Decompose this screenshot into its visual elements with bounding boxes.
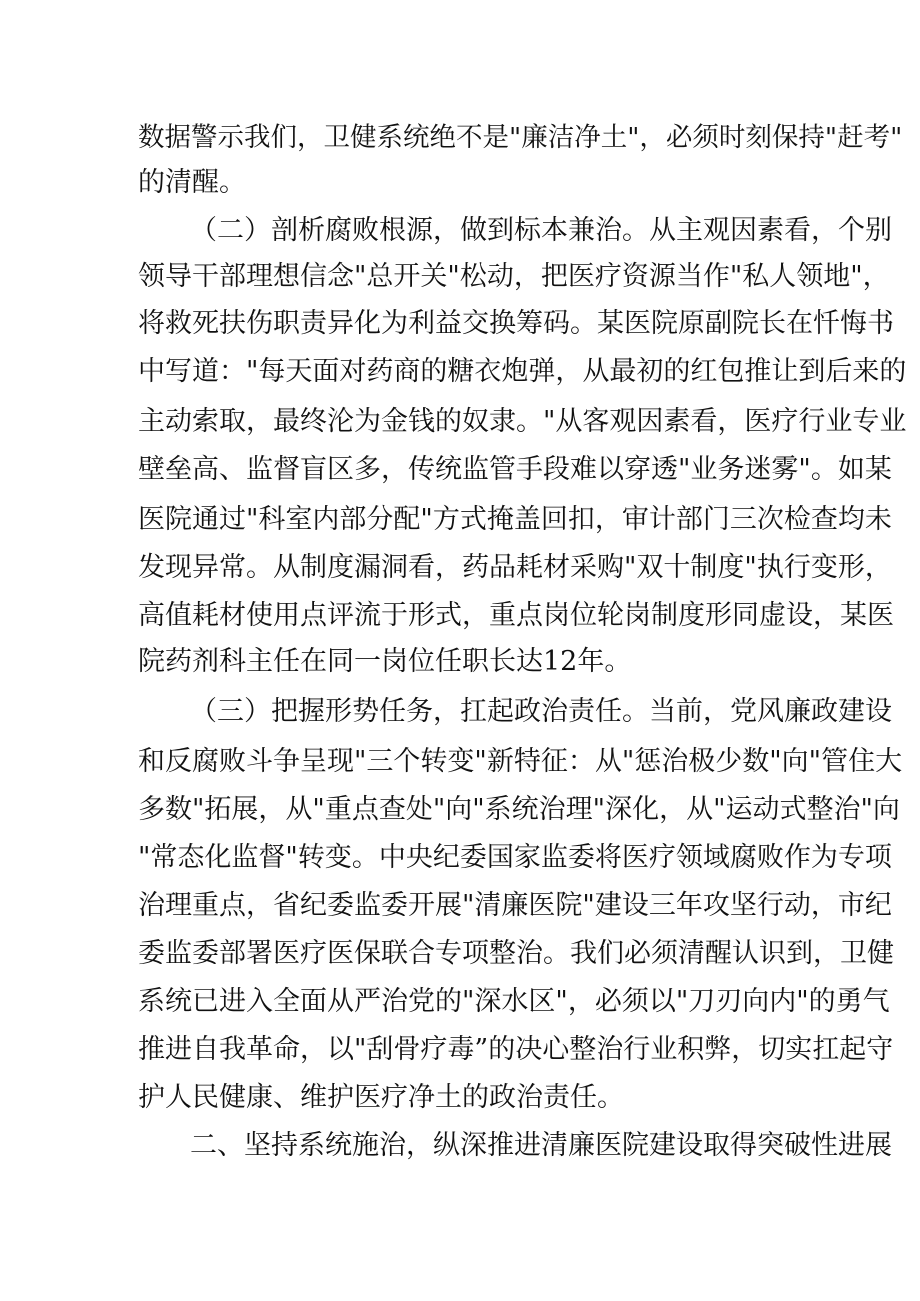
body-text-line: 护人民健康、维护医疗净土的政治责任。 bbox=[138, 1082, 624, 1113]
body-text-line: 医院通过"科室内部分配"方式掩盖回扣，审计部门三次检查均未 bbox=[138, 504, 892, 535]
body-text-line: 高值耗材使用点评流于形式，重点岗位轮岗制度形同虚设，某医 bbox=[138, 600, 894, 631]
body-text-line: 的清醒。 bbox=[138, 167, 246, 198]
body-text-line: 壁垒高、监督盲区多，传统监管手段难以穿透"业务迷雾"。如某 bbox=[138, 454, 892, 485]
body-text-line: 推进自我革命，以"刮骨疗毒”的决心整治行业积弊，切实扛起守 bbox=[138, 1034, 894, 1065]
paragraph-3-start: （三）把握形势任务，扛起政治责任。当前，党风廉政建设 bbox=[190, 696, 892, 727]
body-text-line: "常态化监督"转变。中央纪委国家监委将医疗领域腐败作为专项 bbox=[138, 842, 892, 873]
body-text-line: 数据警示我们，卫健系统绝不是"廉洁净土"，必须时刻保持"赶考" bbox=[138, 122, 903, 153]
body-text-line: 多数"拓展，从"重点查处"向"系统治理"深化，从"运动式整治"向 bbox=[138, 794, 900, 825]
body-text-line: 将救死扶伤职责异化为利益交换筹码。某医院原副院长在忏悔书 bbox=[138, 308, 894, 339]
paragraph-2-start: （二）剖析腐败根源，做到标本兼治。从主观因素看，个别 bbox=[190, 215, 892, 246]
body-text-line: 治理重点，省纪委监委开展"清廉医院"建设三年攻坚行动，市纪 bbox=[138, 890, 892, 921]
body-text-line: 和反腐败斗争呈现"三个转变"新特征：从"惩治极少数"向"管住大 bbox=[138, 746, 903, 777]
section-heading: 二、坚持系统施治，纵深推进清廉医院建设取得突破性进展 bbox=[190, 1130, 892, 1161]
body-text-line: 委监委部署医疗医保联合专项整治。我们必须清醒认识到，卫健 bbox=[138, 938, 894, 969]
body-text-line: 院药剂科主任在同一岗位任职长达12年。 bbox=[138, 646, 632, 677]
body-text-line: 发现异常。从制度漏洞看，药品耗材采购"双十制度"执行变形， bbox=[138, 552, 892, 583]
body-text-line: 领导干部理想信念"总开关"松动，把医疗资源当作"私人领地"， bbox=[138, 261, 890, 292]
body-text-line: 主动索取，最终沦为金钱的奴隶。"从客观因素看，医疗行业专业 bbox=[138, 406, 907, 437]
body-text-line: 中写道："每天面对药商的糖衣炮弹，从最初的红包推让到后来的 bbox=[138, 356, 907, 387]
body-text-line: 系统已进入全面从严治党的"深水区"，必须以"刀刃向内"的勇气 bbox=[138, 986, 890, 1017]
